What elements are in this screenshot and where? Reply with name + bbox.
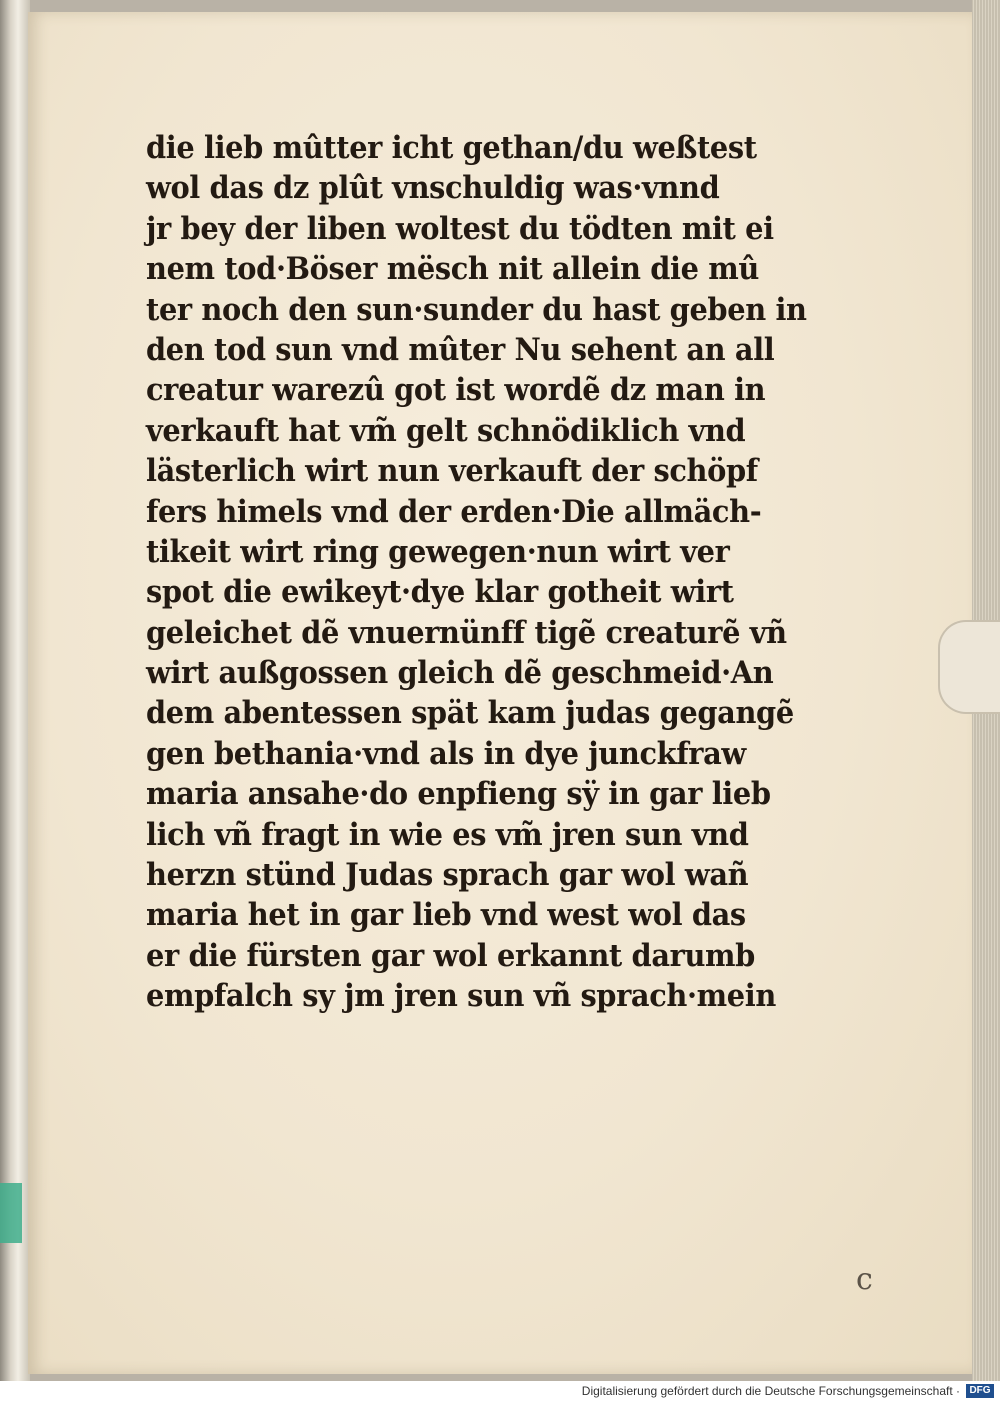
signature-mark: c — [856, 1262, 873, 1297]
green-marker — [0, 1183, 22, 1243]
text-line: jr bey der liben woltest du tödten mit ei — [146, 210, 774, 247]
text-line: nem tod·Böser mësch nit allein die mû — [146, 251, 759, 288]
text-line: empfalch sy jm jren sun vñ sprach·mein — [146, 978, 776, 1015]
dfg-logo-icon[interactable]: DFG — [966, 1384, 994, 1398]
text-line: fers himels vnd der erden·Die allmäch- — [146, 493, 762, 530]
text-line: verkauft hat vm̃ gelt schnödiklich vnd — [146, 412, 746, 449]
text-line: er die fürsten gar wol erkannt darumb — [146, 937, 755, 974]
text-line: wol das dz plût vnschuldig was·vnnd — [146, 170, 720, 207]
text-line: ter noch den sun·sunder du hast geben in — [146, 291, 807, 328]
text-line: lästerlich wirt nun verkauft der schöpf — [146, 453, 758, 490]
text-line: herzn stünd Judas sprach gar wol wañ — [146, 857, 749, 894]
text-line: lich vñ fragt in wie es vm̃ jren sun vnd — [146, 816, 749, 853]
text-line: dem abentessen spät kam judas gegangẽ — [146, 695, 794, 732]
text-line: spot die ewikeyt·dye klar gotheit wirt — [146, 574, 734, 611]
text-line: die lieb mûtter icht gethan/du weßtest — [146, 130, 757, 166]
text-line: maria het in gar lieb vnd west wol das — [146, 897, 746, 934]
text-line: den tod sun vnd mûter Nu sehent an all — [146, 331, 775, 368]
text-line: wirt außgossen gleich dẽ geschmeid·An — [146, 655, 774, 692]
text-line: gen bethania·vnd als in dye junckfraw — [146, 735, 746, 772]
text-line: geleichet dẽ vnuernünff tigẽ creaturẽ vñ — [146, 614, 787, 651]
funding-credit[interactable]: Digitalisierung gefördert durch die Deutsche Forschungsgemeinschaft · — [581, 1384, 960, 1398]
text-line: maria ansahe·do enpfieng sÿ in gar lieb — [146, 776, 771, 813]
text-line: creatur warezû got ist wordẽ dz man in — [146, 372, 766, 409]
left-page-stack — [0, 0, 30, 1381]
text-line: tikeit wirt ring gewegen·nun wirt ver — [146, 533, 730, 570]
page-tab-clip — [938, 620, 1000, 714]
blackletter-text-block — [146, 128, 816, 1017]
footer-bar — [0, 1381, 1000, 1402]
